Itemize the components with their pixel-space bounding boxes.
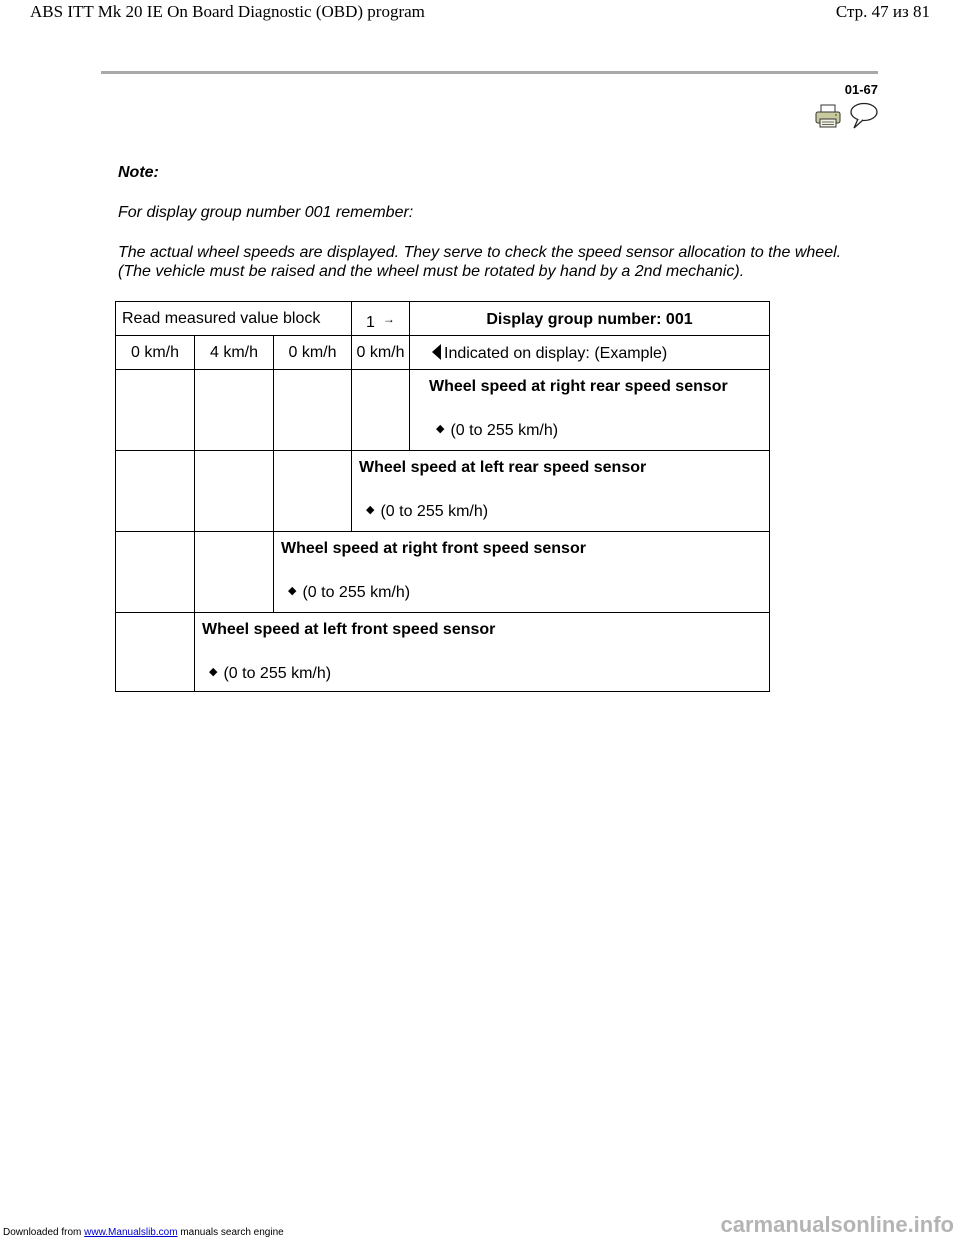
- header-label: Read measured value block: [122, 310, 321, 327]
- indicated-label: Indicated on display: (Example): [432, 344, 667, 363]
- note-paragraph-2: The actual wheel speeds are displayed. They serve to check the speed sensor allocation to the wheel. (The vehicle must be raised and the wheel must be rotated by hand by a 2nd mechanic).: [118, 244, 842, 280]
- row-title-left-front: Wheel speed at left front speed sensor: [202, 621, 496, 638]
- value-cell-2: 4 km/h: [209, 344, 258, 361]
- table-line: [116, 531, 769, 532]
- row-range-left-front: ◆ (0 to 255 km/h): [209, 665, 332, 682]
- display-group-title: Display group number: 001: [486, 311, 693, 328]
- table-line: [351, 335, 352, 531]
- row-range-right-front: ◆ (0 to 255 km/h): [288, 584, 411, 601]
- diamond-bullet-icon: ◆: [209, 666, 218, 678]
- row-title-right-front: Wheel speed at right front speed sensor: [281, 540, 586, 557]
- table-line: [273, 335, 274, 612]
- value-cell-3: 0 km/h: [288, 344, 337, 361]
- table-line: [194, 335, 195, 691]
- header-divider: [101, 71, 878, 74]
- manualslib-link[interactable]: www.Manualslib.com: [84, 1227, 178, 1238]
- diamond-bullet-icon: ◆: [436, 423, 445, 435]
- table-line: [116, 450, 769, 451]
- speech-bubble-icon[interactable]: [848, 102, 878, 130]
- diamond-bullet-icon: ◆: [288, 585, 297, 597]
- value-cell-4: 0 km/h: [356, 344, 405, 361]
- printer-icon[interactable]: [815, 104, 841, 128]
- page-indicator: Стр. 47 из 81: [835, 2, 930, 21]
- note-paragraph-1: For display group number 001 remember:: [118, 204, 414, 221]
- row-title-left-rear: Wheel speed at left rear speed sensor: [359, 459, 647, 476]
- page-code: 01-67: [844, 82, 878, 97]
- measured-value-table: [115, 301, 770, 692]
- header-number: 1 →: [366, 312, 395, 331]
- table-line: [116, 612, 769, 613]
- row-range-left-rear: ◆ (0 to 255 km/h): [366, 503, 489, 520]
- row-range-right-rear: ◆ (0 to 255 km/h): [436, 422, 559, 439]
- row-title-right-rear: Wheel speed at right rear speed sensor: [429, 378, 728, 395]
- table-line: [116, 335, 769, 336]
- download-footer: Downloaded from www.Manualslib.com manuals search engine: [3, 1227, 284, 1238]
- note-title: Note:: [118, 164, 159, 181]
- document-title: ABS ITT Mk 20 IE On Board Diagnostic (OBD) program: [30, 2, 425, 21]
- diamond-bullet-icon: ◆: [366, 504, 375, 516]
- value-cell-1: 0 km/h: [130, 344, 179, 361]
- arrow-right-icon: →: [382, 312, 395, 326]
- watermark: carmanualsonline.info: [720, 1212, 954, 1237]
- table-line: [116, 369, 769, 370]
- table-line: [351, 302, 352, 335]
- pointer-left-icon: [432, 344, 441, 360]
